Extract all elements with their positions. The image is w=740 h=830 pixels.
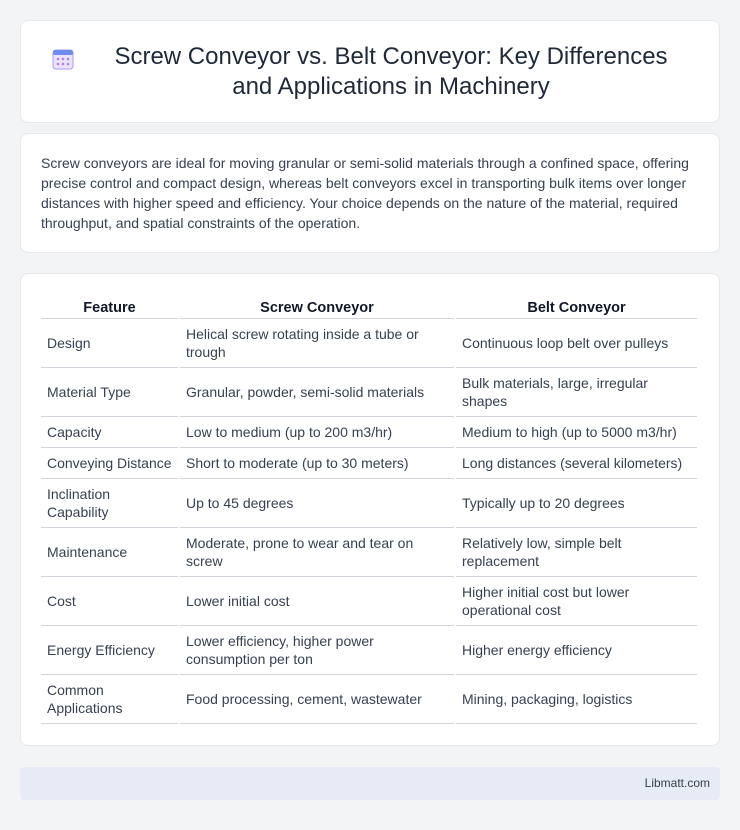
- table-cell: Material Type: [41, 368, 178, 417]
- table-row: [41, 626, 697, 675]
- table-row: [41, 479, 697, 528]
- table-cell: Low to medium (up to 200 m3/hr): [180, 417, 454, 448]
- table-row: [41, 368, 697, 417]
- table-cell: Mining, packaging, logistics: [456, 675, 697, 724]
- header-screw-conveyor: Screw Conveyor: [180, 296, 454, 319]
- table-cell: Short to moderate (up to 30 meters): [180, 448, 454, 479]
- table-cell: Typically up to 20 degrees: [456, 479, 697, 528]
- table-row: [41, 448, 697, 479]
- table-cell: Design: [41, 319, 178, 368]
- table-header-row: [41, 296, 697, 319]
- table-row: [41, 675, 697, 724]
- table-cell: Food processing, cement, wastewater: [180, 675, 454, 724]
- table-cell: Up to 45 degrees: [180, 479, 454, 528]
- table-cell: Conveying Distance: [41, 448, 178, 479]
- table-cell: Lower initial cost: [180, 577, 454, 626]
- table-cell: Bulk materials, large, irregular shapes: [456, 368, 697, 417]
- table-row: [41, 319, 697, 368]
- table-cell: Higher energy efficiency: [456, 626, 697, 675]
- page-title: Screw Conveyor vs. Belt Conveyor: Key Differences and Applications in Machinery: [114, 42, 668, 100]
- table-cell: Energy Efficiency: [41, 626, 178, 675]
- title-wrap: [51, 42, 689, 102]
- footer-bar: [20, 767, 720, 800]
- table-cell: Relatively low, simple belt replacement: [456, 528, 697, 577]
- title-card: [20, 20, 720, 123]
- table-cell: Continuous loop belt over pulleys: [456, 319, 697, 368]
- table-row: [41, 528, 697, 577]
- table-cell: Capacity: [41, 417, 178, 448]
- summary-text: Screw conveyors are ideal for moving granular or semi-solid materials through a confined space, offering precise control and compact design, whereas belt conveyors excel in transporting bulk items over longer distances with higher speed and efficiency. Your choice depends on the nature of the material, required throughput, and spatial constraints of the operation.: [41, 155, 689, 231]
- footer-brand-link[interactable]: Libmatt.com: [644, 776, 710, 790]
- table-cell: Long distances (several kilometers): [456, 448, 697, 479]
- table-cell: Higher initial cost but lower operational cost: [456, 577, 697, 626]
- table-cell: Maintenance: [41, 528, 178, 577]
- table-cell: Inclination Capability: [41, 479, 178, 528]
- table-cell: Medium to high (up to 5000 m3/hr): [456, 417, 697, 448]
- header-feature: Feature: [41, 296, 178, 319]
- table-cell: Lower efficiency, higher power consumption per ton: [180, 626, 454, 675]
- comparison-table-card: [20, 273, 720, 746]
- summary-card: [20, 133, 720, 253]
- table-cell: Common Applications: [41, 675, 178, 724]
- table-cell: Helical screw rotating inside a tube or trough: [180, 319, 454, 368]
- table-cell: Moderate, prone to wear and tear on screw: [180, 528, 454, 577]
- table-cell: Cost: [41, 577, 178, 626]
- comparison-table: [39, 296, 699, 724]
- table-cell: Granular, powder, semi-solid materials: [180, 368, 454, 417]
- calendar-icon: [51, 47, 75, 71]
- table-row: [41, 417, 697, 448]
- header-belt-conveyor: Belt Conveyor: [456, 296, 697, 319]
- table-row: [41, 577, 697, 626]
